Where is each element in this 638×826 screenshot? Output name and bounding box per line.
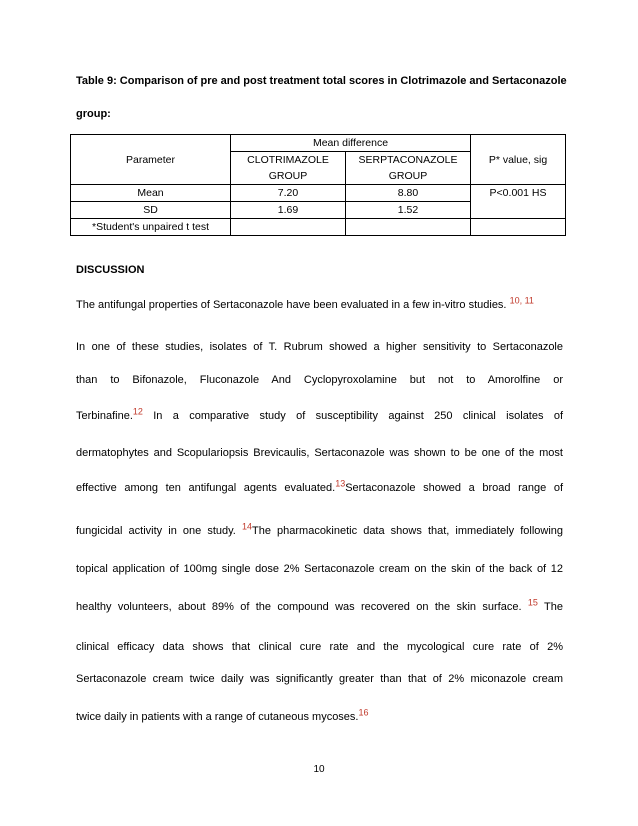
table-caption-continued: group:: [76, 108, 111, 120]
citation: 13: [335, 478, 346, 489]
sd-clotrimazole: 1.69: [231, 202, 346, 219]
paragraph-line: healthy volunteers, about 89% of the compound was recovered on the skin surface. $^{15}$ The: [76, 597, 564, 613]
page-number: 10: [313, 764, 325, 775]
citation: 14: [241, 521, 252, 532]
table-row: [71, 185, 566, 202]
mean-sertaconazole: 8.80: [346, 185, 471, 202]
header-mean-difference: Mean difference: [231, 135, 471, 152]
comparison-table: [70, 134, 566, 236]
sd-sertaconazole: 1.52: [346, 202, 471, 219]
citation: 12: [132, 406, 143, 417]
citation: 16: [358, 707, 369, 718]
header-parameter: Parameter: [71, 135, 231, 185]
paragraph-line: fungicidal activity in one study. $^{14}$The pharmacokinetic data shows that, immediately following: [76, 521, 564, 537]
header-sertaconazole: SERPTACONAZOLE GROUP: [346, 152, 471, 185]
discussion-heading: DISCUSSION: [76, 264, 145, 276]
paragraph-line: than to Bifonazole, Fluconazole And Cyclopyroxolamine but not to Amorolfine or: [76, 374, 563, 386]
paragraph-line: In one of these studies, isolates of T. Rubrum showed a higher sensitivity to Sertaconazole: [76, 341, 563, 353]
row-label-mean: Mean: [71, 185, 231, 202]
paragraph-line: clinical efficacy data shows that clinical cure rate and the mycological cure rate of 2%: [76, 641, 563, 653]
paragraph-line: dermatophytes and Scopulariopsis Brevicaulis, Sertaconazole was shown to be one of the most: [76, 447, 563, 459]
table-footnote: *Student's unpaired t test: [71, 219, 231, 236]
table-caption: Table 9: Comparison of pre and post treatment total scores in Clotrimazole and Sertaconazole: [76, 75, 567, 87]
paragraph-line: The antifungal properties of Sertaconazole have been evaluated in a few in-vitro studies. $^{10, 11}$: [76, 295, 534, 311]
pvalue-cell: P<0.001 HS: [471, 185, 566, 219]
paragraph-line: effective among ten antifungal agents evaluated.$^{13}$Sertaconazole showed a broad range of: [76, 478, 564, 494]
header-pvalue: P* value, sig: [471, 135, 566, 185]
paragraph-line: Sertaconazole cream twice daily was significantly greater than that of 2% miconazole cream: [76, 673, 563, 685]
citation: 10, 11: [509, 295, 534, 306]
paragraph-line: Terbinafine.$^{12}$ In a comparative study of susceptibility against 250 clinical isolates of: [76, 406, 563, 422]
paragraph-line: twice daily in patients with a range of cutaneous mycoses.$^{16}$: [76, 707, 369, 723]
header-clotrimazole: CLOTRIMAZOLE GROUP: [231, 152, 346, 185]
citation: 15: [527, 597, 538, 608]
paragraph-line: topical application of 100mg single dose 2% Sertaconazole cream on the skin of the back of 12: [76, 563, 563, 575]
row-label-sd: SD: [71, 202, 231, 219]
table-footnote-row: [71, 219, 566, 236]
mean-clotrimazole: 7.20: [231, 185, 346, 202]
